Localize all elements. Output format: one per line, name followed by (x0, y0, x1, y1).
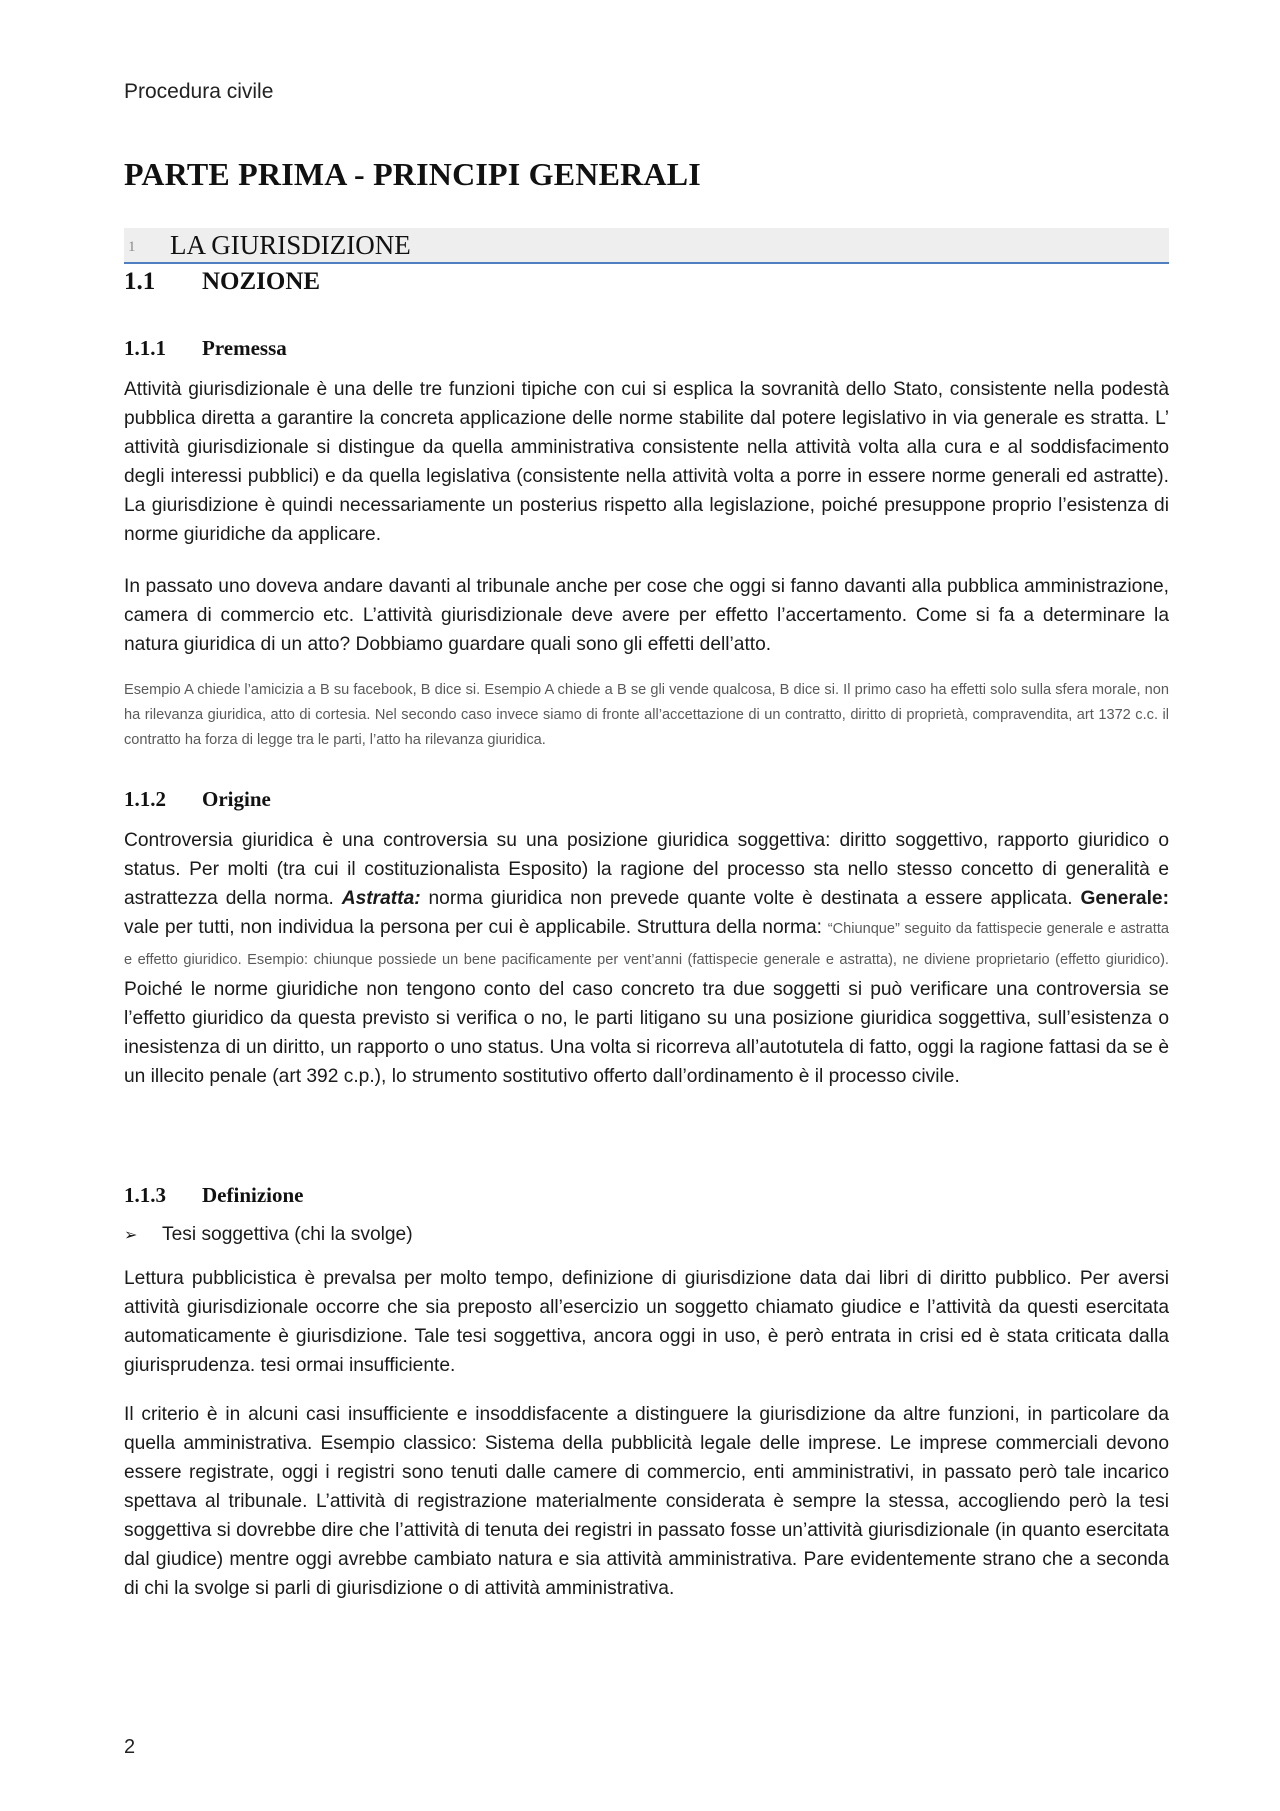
subsection-number: 1.1.1 (124, 336, 166, 360)
paragraph: In passato uno doveva andare davanti al tribunale anche per cose che oggi si fanno davanti alla pubblica amministrazione, camera di commercio etc. L’attività giurisdizionale deve avere per effetto l’accertamento. Come si fa a determinare la natura giuridica di un atto? Dobbiamo guardare quali sono gli effetti dell’atto. (124, 576, 1169, 655)
small-note: “Chiunque” seguito da fattispecie generale e astratta e effetto giuridico. Esempio: chiunque possiede un bene pacificamente per vent’anni (fattispecie generale e astratta), ne diviene proprietario (effetto giuridico). (124, 921, 1169, 968)
paragraph: Attività giurisdizionale è una delle tre funzioni tipiche con cui si esplica la sovranità dello Stato, consistente nella podestà pubblica diretta a garantire la concreta applicazione delle norme stabilite dal potere legislativo in via generale es stratta. L’ attività giurisdizionale si distingue da quella amministrativa consistente nella attività volta alla cura e al soddisfacimento degli interessi pubblici) e da quella legislativa (consistente nella attività volta a porre in essere norme generali ed astratte). La giurisdizione è quindi necessariamente un posterius rispetto alla legislazione, poiché presuppone proprio l’esistenza di norme giuridiche da applicare. (124, 379, 1169, 545)
text-run: norma giuridica non prevede quante volte è destinata a essere applicata. (420, 888, 1081, 909)
subsection-heading-definizione (124, 1183, 303, 1208)
subsection-heading-origine (124, 787, 271, 812)
subsection-number: 1.1.3 (124, 1183, 166, 1207)
subsection-title: Premessa (202, 336, 287, 360)
text-run: vale per tutti, non individua la persona per cui è applicabile. Struttura della norma: (124, 917, 828, 938)
paragraph: Il criterio è in alcuni casi insufficiente e insoddisfacente a distinguere la giurisdizione da altre funzioni, in particolare da quella amministrativa. Esempio classico: Sistema della pubblicità legale delle imprese. Le imprese commerciali devono essere registrate, oggi i registri sono tenuti dalle camere di commercio, enti amministrativi, in passato però tale incarico spettava al tribunale. L’attività di registrazione materialmente considerata è sempre la stessa, accogliendo però la tesi soggettiva si dovrebbe dire che l’attività di tenuta dei registri in passato fosse un’attività giurisdizionale (in quanto esercitata dal giudice) mentre oggi avrebbe cambiato natura e sia attività amministrativa. Pare evidentemente strano che a seconda di chi la svolge si parli di giurisdizione o di attività amministrativa. (124, 1404, 1169, 1599)
bullet-item (124, 1224, 413, 1246)
subsection-title: Origine (202, 787, 271, 811)
chapter-title: LA GIURISDIZIONE (170, 230, 411, 260)
page-number: 2 (124, 1736, 136, 1758)
term-astratta: Astratta: (341, 888, 421, 909)
part-title: PARTE PRIMA - PRINCIPI GENERALI (124, 156, 701, 192)
chapter-heading (124, 228, 1169, 264)
paragraph (124, 826, 1169, 1091)
term-generale: Generale: (1080, 888, 1169, 909)
section-number: 1.1 (124, 268, 156, 295)
text-run: Poiché le norme giuridiche non tengono conto del caso concreto tra due soggetti si può verificare una controversia se l’effetto giuridico da questa previsto si verifica o no, le parti litigano su una posizione giuridica soggettiva, sull’esistenza o inesistenza di un diritto, un rapporto o uno status. Una volta si ricorreva all’autotutela di fatto, oggi la ragione fattasi da se è un illecito penale (art 392 c.p.), lo strumento sostitutivo offerto dall’ordinamento è il processo civile. (124, 979, 1169, 1087)
bullet-text: Tesi soggettiva (chi la svolge) (162, 1224, 413, 1245)
subsection-heading-premessa (124, 336, 287, 361)
running-header: Procedura civile (124, 80, 274, 103)
subsection-number: 1.1.2 (124, 787, 166, 811)
arrow-bullet-icon: ➢ (124, 1227, 138, 1244)
section-heading (124, 268, 320, 296)
section-title: NOZIONE (202, 268, 321, 295)
chapter-number: 1 (128, 239, 136, 255)
subsection-title: Definizione (202, 1183, 304, 1207)
paragraph: Lettura pubblicistica è prevalsa per molto tempo, definizione di giurisdizione data dai libri di diritto pubblico. Per aversi attività giurisdizionale occorre che sia preposto all’esercizio un soggetto chiamato giudice e l’attività da questi esercitata automaticamente è giurisdizione. Tale tesi soggettiva, ancora oggi in uso, è però entrata in crisi ed è stata criticata dalla giurisprudenza. tesi ormai insufficiente. (124, 1268, 1169, 1376)
text-run: Controversia giuridica è una controversia su una posizione giuridica soggettiva: diritto soggettivo, rapporto giuridico o status. Per molti (tra cui il costituzionalista Esposito) la ragione del processo sta nello stesso concetto di generalità e astrattezza della norma. (124, 830, 1169, 909)
example-note: Esempio A chiede l’amicizia a B su facebook, B dice si. Esempio A chiede a B se gli vende qualcosa, B dice si. Il primo caso ha effetti solo sulla sfera morale, non ha rilevanza giuridica, atto di cortesia. Nel secondo caso invece siamo di fronte all’accettazione di un contratto, diritto di proprietà, compravendita, art 1372 c.c. il contratto ha forza di legge tra le parti, l’atto ha rilevanza giuridica. (124, 682, 1169, 748)
